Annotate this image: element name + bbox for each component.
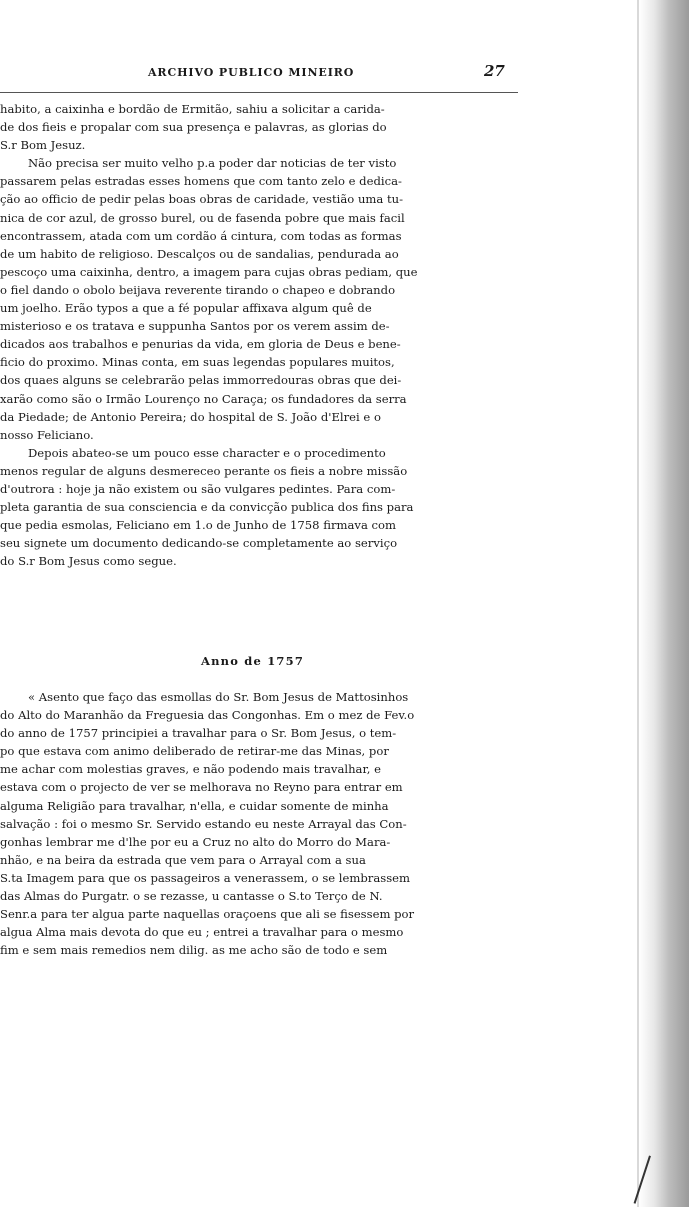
- text-line: fim e sem mais remedios nem dilig. as me acho são de todo e sem: [0, 943, 388, 958]
- text-line: passarem pelas estradas esses homens que com tanto zelo e dedica-: [0, 174, 402, 189]
- quoted-document: [0, 688, 505, 959]
- text-line: po que estava com animo deliberado de retirar-me das Minas, por: [0, 744, 389, 759]
- text-line: xarão como são o Irmão Lourenço no Caraça; os fundadores da serra: [0, 391, 407, 406]
- text-line: ficio do proximo. Minas conta, em suas legendas populares muitos,: [0, 355, 395, 370]
- text-line: dicados aos trabalhos e penurias da vida, em gloria de Deus e bene-: [0, 337, 401, 352]
- section-heading: Anno de 1757: [200, 654, 305, 668]
- paragraph-pedintes: [0, 154, 505, 444]
- running-header: [0, 62, 520, 86]
- text-line: de dos fieis e propalar com sua presença e palavras, as glorias do: [0, 120, 387, 135]
- text-line: do Alto do Maranhão da Freguesia das Congonhas. Em o mez de Fev.o: [0, 708, 415, 723]
- text-line: da Piedade; de Antonio Pereira; do hospital de S. João d'Elrei e o: [0, 409, 381, 424]
- text-line: pleta garantia de sua consciencia e da convicção publica dos fins para: [0, 500, 414, 515]
- paragraph-continuation: [0, 100, 505, 154]
- scanned-page-edge: [639, 0, 689, 1207]
- text-line: alguma Religião para travalhar, n'ella, e cuidar somente de minha: [0, 798, 389, 813]
- text-line: Senr.a para ter algua parte naquellas oraçoens que ali se fisessem por: [0, 907, 415, 922]
- text-line: de um habito de religioso. Descalços ou de sandalias, pendurada ao: [0, 246, 399, 261]
- text-line: d'outrora : hoje ja não existem ou são vulgares pedintes. Para com-: [0, 481, 396, 496]
- text-line: das Almas do Purgatr. o se rezasse, u cantasse o S.to Terço de N.: [0, 889, 383, 904]
- text-line: estava com o projecto de ver se melhorava no Reyno para entrar em: [0, 780, 403, 795]
- text-line: encontrassem, atada com um cordão á cintura, com todas as formas: [0, 228, 402, 243]
- text-line: misterioso e os tratava e suppunha Santos por os verem assim de-: [0, 319, 390, 334]
- text-line: que pedia esmolas, Feliciano em 1.o de Junho de 1758 firmava com: [0, 518, 397, 533]
- text-line: o fiel dando o obolo beijava reverente tirando o chapeo e dobrando: [0, 282, 396, 297]
- text-line: dos quaes alguns se celebrarão pelas immorredouras obras que dei-: [0, 373, 402, 388]
- text-line: Não precisa ser muito velho p.a poder dar noticias de ter visto: [28, 156, 397, 171]
- text-line: nhão, e na beira da estrada que vem para o Arrayal com a sua: [0, 852, 366, 867]
- text-line: um joelho. Erão typos a que a fé popular affixava algum quê de: [0, 301, 372, 316]
- header-divider: [0, 92, 518, 93]
- text-line: ção ao officio de pedir pelas boas obras de caridade, vestião uma tu-: [0, 192, 404, 207]
- text-line: Depois abateo-se um pouco esse character e o procedimento: [28, 445, 386, 460]
- text-line: seu signete um documento dedicando-se completamente ao serviço: [0, 536, 398, 551]
- text-line: menos regular de alguns desmereceo perante os fieis a nobre missão: [0, 463, 408, 478]
- text-line: habito, a caixinha e bordão de Ermitão, sahiu a solicitar a carida-: [0, 102, 385, 116]
- text-line: gonhas lembrar me d'lhe por eu a Cruz no alto do Morro do Mara-: [0, 834, 391, 849]
- text-line: S.r Bom Jesuz.: [0, 138, 86, 153]
- text-line: « Asento que faço das esmollas do Sr. Bom Jesus de Mattosinhos: [28, 690, 409, 704]
- text-line: me achar com molestias graves, e não podendo mais travalhar, e: [0, 762, 381, 777]
- text-line: nica de cor azul, de grosso burel, ou de fasenda pobre que mais facil: [0, 210, 405, 225]
- text-line: salvação : foi o mesmo Sr. Servido estando eu neste Arrayal das Con-: [0, 816, 407, 831]
- page-number: 27: [484, 62, 505, 80]
- text-line: do S.r Bom Jesus como segue.: [0, 554, 177, 569]
- text-line: algua Alma mais devota do que eu ; entrei a travalhar para o mesmo: [0, 925, 404, 940]
- running-header-title: ARCHIVO PUBLICO MINEIRO: [148, 66, 355, 79]
- text-line: S.ta Imagem para que os passageiros a venerassem, o se lembrassem: [0, 870, 411, 885]
- text-line: pescoço uma caixinha, dentro, a imagem para cujas obras pediam, que: [0, 264, 418, 279]
- body-text: [0, 100, 505, 570]
- text-line: nosso Feliciano.: [0, 427, 94, 442]
- text-line: do anno de 1757 principiei a travalhar para o Sr. Bom Jesus, o tem-: [0, 726, 397, 741]
- paragraph-feliciano: [0, 444, 505, 571]
